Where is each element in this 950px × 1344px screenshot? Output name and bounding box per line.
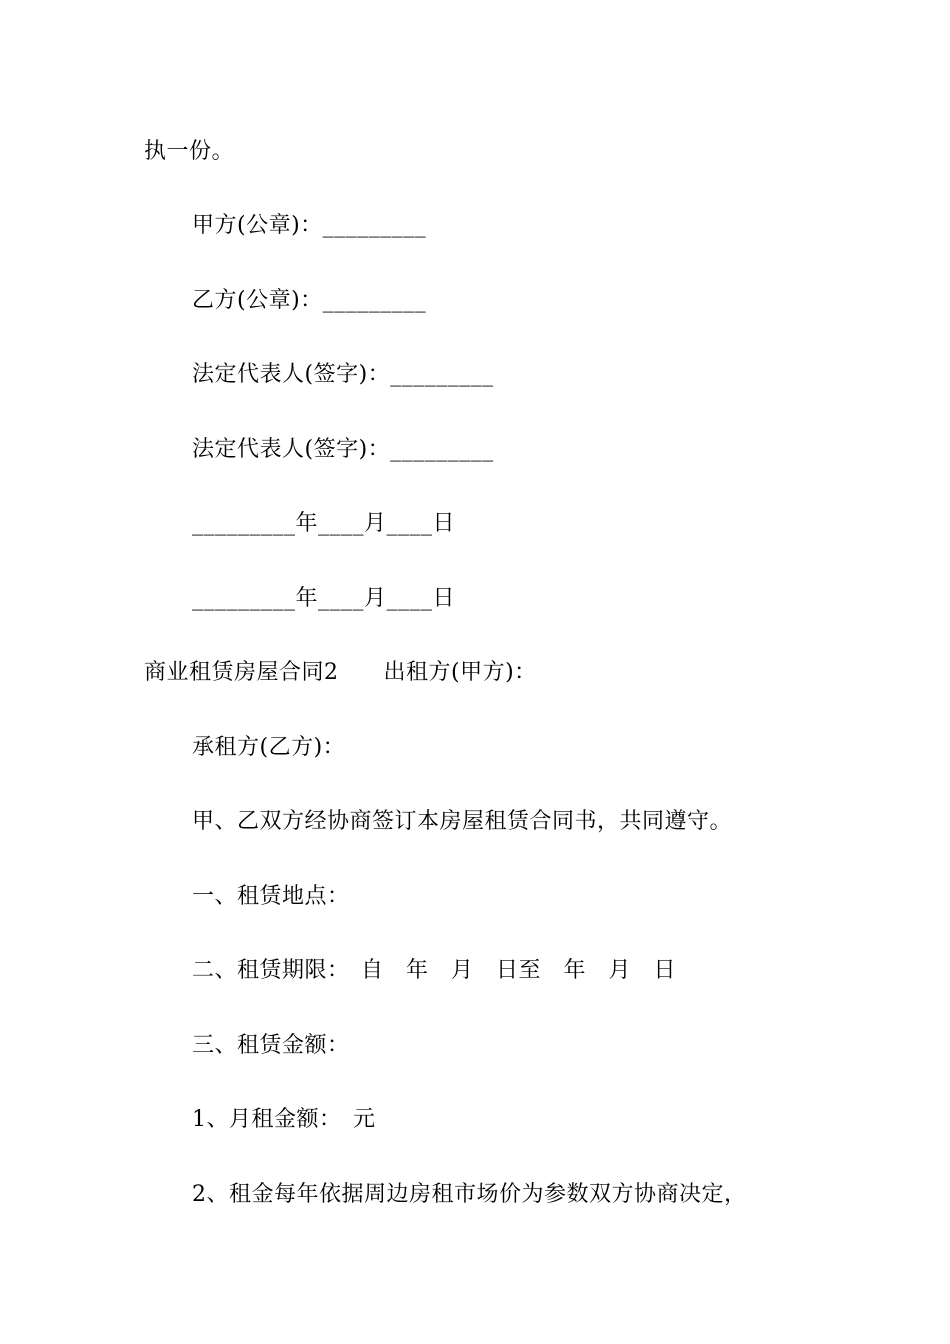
party-a-seal-line: 甲方(公章)：_________ <box>192 213 427 238</box>
clause-term: 二、租赁期限： 自 年 月 日至 年 月 日 <box>192 958 677 983</box>
clause-location: 一、租赁地点： <box>192 884 350 909</box>
lessee-line: 承租方(乙方)： <box>192 735 346 760</box>
legal-rep-b-signature-line: 法定代表人(签字)：_________ <box>192 437 494 462</box>
contract-title-line: 商业租赁房屋合同2 出租方(甲方)： <box>144 660 537 685</box>
party-b-seal-line: 乙方(公章)：_________ <box>192 288 427 313</box>
clause-rent-adjustment: 2、租金每年依据周边房租市场价为参数双方协商决定， <box>192 1182 747 1207</box>
agreement-statement: 甲、乙双方经协商签订本房屋租赁合同书，共同遵守。 <box>192 809 733 834</box>
clause-amount: 三、租赁金额： <box>192 1033 350 1058</box>
date-line-b: _________年____月____日 <box>192 586 456 611</box>
clause-monthly-rent: 1、月租金额： 元 <box>192 1107 376 1132</box>
legal-rep-a-signature-line: 法定代表人(签字)：_________ <box>192 362 494 387</box>
text-line-1: 执一份。 <box>144 139 235 164</box>
date-line-a: _________年____月____日 <box>192 511 456 536</box>
